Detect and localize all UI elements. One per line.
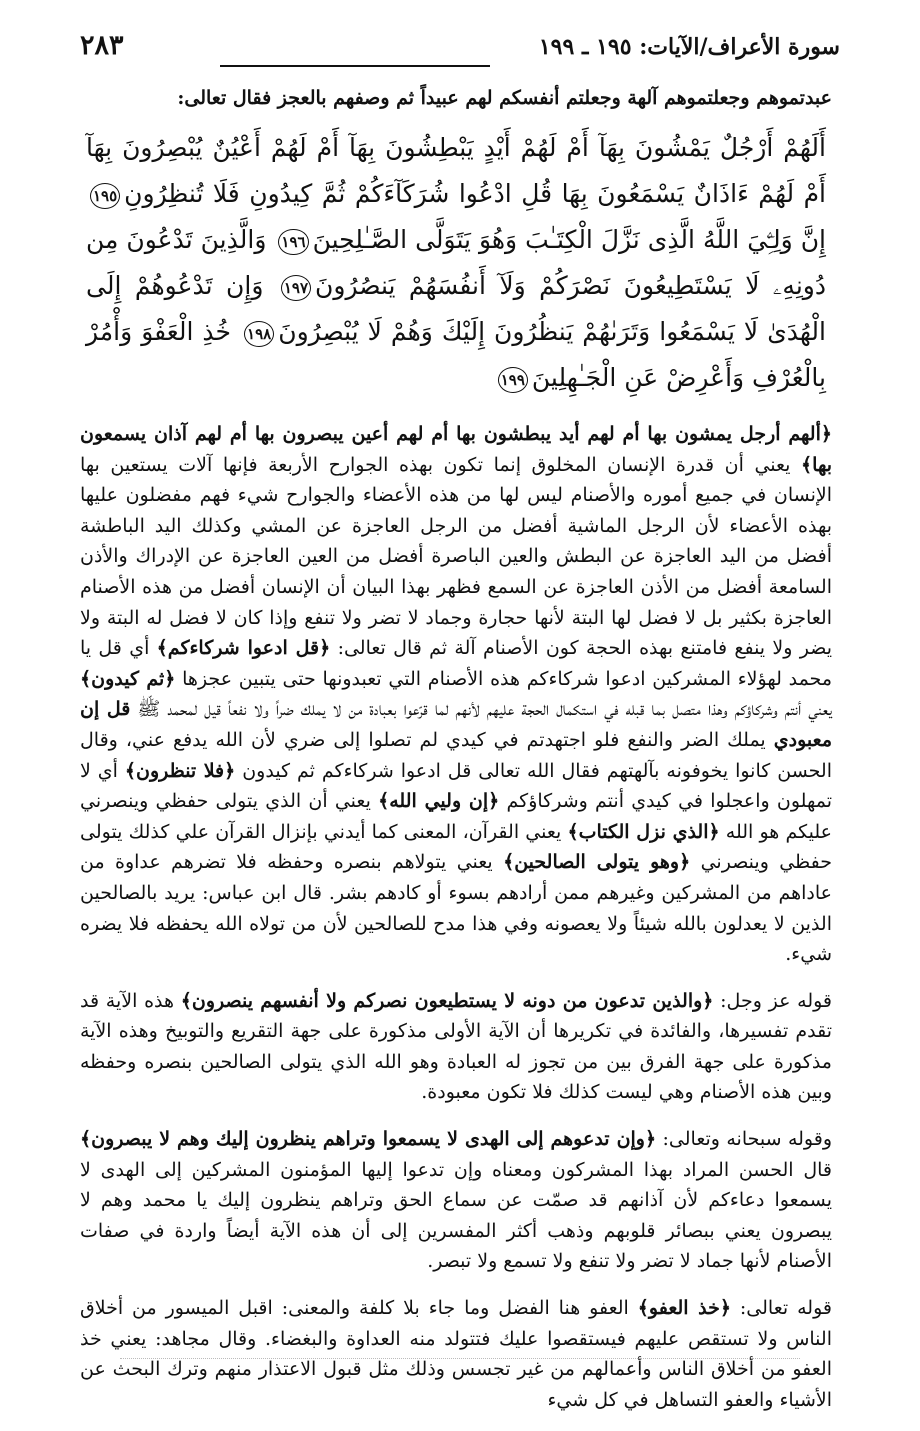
quoted-verse: ﴿وإن تدعوهم إلى الهدى لا يسمعوا وتراهم ينظرون إليك وهم لا يبصرون﴾: [80, 1128, 657, 1151]
header-rule: [220, 65, 490, 67]
commentary-text: يعني أن قدرة الإنسان المخلوق إنما تكون بهذه الجوارح الأربعة فإنها آلات يستعين بها الإنسان في جميع أموره والأصنام ليس لها من هذه الأعضاء والجوارح شيء فهم مفضلون عليها بهذه الأعضاء لأن الرجل الماشية أفضل من الرجل العاجزة عن المشي وكذلك اليد الباطشة أفضل من اليد العاجزة عن البطش والعين الباصرة أفضل من العين العاجزة عن الإدراك والأذن السامعة أفضل من الأذن العاجزة عن السمع فظهر بهذا البيان أن الإنسان أفضل من هذه الأصنام العاجزة بكثير بل لا فضل لها البتة لأنها حجارة وجماد لا تضر ولا تنفع وإذا كان لا فضل له البتة ولا يضر ولا ينفع فامتنع بهذه الحجة كون الأصنام آلة ثم قال تعالى:: [80, 453, 832, 660]
ayah-marker-195: ١٩٥: [90, 183, 120, 209]
commentary-text: يعني أنتم وشركاؤكم وهذا متصل بما قبله في استكمال الحجة عليهم لأنهم لما قرّعوا بعبادة من لا يملك ضراً ولا نفعاً قيل لمحمد ﷺ: [130, 698, 832, 721]
quoted-verse: ﴿وهو يتولى الصالحين﴾: [503, 851, 691, 874]
page-number: ٢٨٣: [80, 30, 124, 61]
quran-verses: [80, 125, 832, 401]
commentary-text: هذه الآية قد تقدم تفسيرها، والفائدة في تكريرها أن الآية الأولى مذكورة على جهة التقريع والتوبيخ وهذه الآية مذكورة على جهة الفرق بين من تجوز له العبادة وهو الله الذي يتولى الصالحين بنصره وحفظه وبين هذه الأصنام وهي ليست كذلك فلا تكون معبودة.: [80, 989, 832, 1104]
commentary-text: يعني القرآن، المعنى كما أيدني بإنزال القرآن علي كذلك يتولى حفظي وينصرني: [80, 820, 833, 874]
commentary-text: أي لا تمهلون واعجلوا في كيدي أنتم وشركاؤكم: [80, 759, 832, 813]
commentary-text: العفو هنا الفضل وما جاء بلا كلفة والمعنى: اقبل الميسور من أخلاق الناس ولا تستقص عليهم فيستقصوا عليك فتتولد منه العداوة والبغضاء. وقال مجاهد: يعني خذ العفو من أخلاق الناس وأعمالهم من غير تجسس وذلك مثل قبول الاعتذار منهم وترك البحث عن الأشياء والعفو التساهل في كل شيء: [80, 1297, 832, 1411]
ayah-marker-197: ١٩٧: [281, 275, 311, 301]
commentary-text: قال الحسن المراد بهذا المشركون ومعناه وإن تدعوا إليها المؤمنون المشركين إلى الهدى لا يسمعوا دعاءكم لأن آذانهم قد صمّت عن سماع الحق وتراهم ينظرون إليك يا محمد وهم لا يبصرون يعني ببصائر قلوبهم وذهب أكثر المفسرين إلى أن هذه الآية أيضاً واردة في صفات الأصنام لأنها جماد لا تضر ولا تنفع ولا تسمع ولا تبصر.: [80, 1158, 832, 1273]
ayah-marker-196: ١٩٦: [278, 229, 308, 255]
commentary-text: قوله عز وجل:: [713, 989, 833, 1012]
quoted-verse: ﴿فلا تنظرون﴾: [124, 759, 236, 782]
ayah-marker-199: ١٩٩: [498, 367, 528, 393]
quoted-verse: ﴿إن وليي الله﴾: [378, 790, 500, 813]
verse-196: إِنَّ وَلِـِّۧيَ اللَّهُ الَّذِى نَزَّلَ الْكِتَـٰبَ وَهُوَ يَتَوَلَّى الصَّـٰلِحِينَ: [312, 225, 827, 254]
quoted-verse: ﴿الذي نزل الكتاب﴾: [567, 820, 720, 843]
quoted-verse: ﴿ثم كيدون﴾: [80, 667, 176, 690]
verse-195: أَلَهُمْ أَرْجُلٌ يَمْشُونَ بِهَآ أَمْ لَهُمْ أَيْدٍ يَبْطِشُونَ بِهَآ أَمْ لَهُمْ أَعْيُنٌ يُبْصِرُونَ بِهَآ أَمْ لَهُمْ ءَاذَانٌ يَسْمَعُونَ بِهَا قُلِ ادْعُوا شُرَكَآءَكُمْ ثُمَّ كِيدُونِ فَلَا تُنظِرُونِ: [86, 133, 826, 208]
verse-199: خُذِ الْعَفْوَ وَأْمُرْ بِالْعُرْفِ وَأَعْرِضْ عَنِ الْجَـٰهِلِينَ: [86, 317, 826, 392]
ayah-marker-198: ١٩٨: [244, 321, 274, 347]
verse-198: وَإِن تَدْعُوهُمْ إِلَى الْهُدَىٰ لَا يَسْمَعُوا وَتَرَىٰهُمْ يَنظُرُونَ إِلَيْكَ وَهُمْ لَا يُبْصِرُونَ: [86, 271, 826, 346]
quoted-verse: ﴿ألهم أرجل يمشون بها أم لهم أيد يبطشون بها أم لهم أعين يبصرون بها أم لهم آذان يسمعون بها﴾: [80, 423, 832, 476]
commentary-text: قوله تعالى:: [730, 1297, 832, 1320]
quoted-verse: قل إن معبودي: [80, 698, 832, 751]
commentary-text: أي قل يا محمد لهؤلاء المشركين ادعوا شركاءكم هذه الأصنام التي تعبدونها حتى يتبين عجزها: [80, 637, 833, 690]
commentary-text: وقوله سبحانه وتعالى:: [656, 1128, 832, 1151]
commentary-text: يعني أن الذي يتولى حفظي وينصرني عليكم هو الله: [80, 790, 832, 843]
page-content: [80, 85, 832, 1431]
commentary-paragraph-4: [80, 1293, 832, 1415]
page-header: [80, 30, 840, 70]
footer-rule: [120, 1358, 800, 1359]
quoted-verse: ﴿خذ العفو﴾: [637, 1297, 731, 1320]
verse-197: وَالَّذِينَ تَدْعُونَ مِن دُونِهِۦ لَا يَسْتَطِيعُونَ نَصْرَكُمْ وَلَآ أَنفُسَهُمْ يَنصُرُونَ: [86, 225, 826, 300]
commentary-text: يعني يتولاهم بنصره وحفظه فلا تضرهم عداوة من عاداهم من المشركين وغيرهم ممن أرادهم بسوء أو كادهم بشر. قال ابن عباس: يريد بالصالحين الذين لا يعدلون بالله شيئاً ولا يعصونه وفي هذا مدح للصالحين لأن من تولاه الله يحفظه فلا يضره شيء.: [80, 851, 832, 966]
quoted-verse: ﴿والذين تدعون من دونه لا يستطيعون نصركم ولا أنفسهم ينصرون﴾: [180, 989, 714, 1012]
intro-line: عبدتموهم وجعلتموهم آلهة وجعلتم أنفسكم لهم عبيداً ثم وصفهم بالعجز فقال تعالى:: [177, 87, 832, 109]
commentary-paragraph-3: [80, 1124, 832, 1277]
commentary-text: يملك الضر والنفع فلو اجتهدتم في كيدي لم تصلوا إلى ضري لأن الله يدفع عني، وقال الحسن كانوا يخوفونه بآلهتهم فقال الله تعالى قل ادعوا شركاءكم ثم كيدون: [80, 728, 832, 782]
commentary-paragraph-1: [80, 419, 832, 970]
quoted-verse: ﴿قل ادعوا شركاءكم﴾: [156, 637, 331, 660]
commentary-paragraph-2: [80, 986, 832, 1108]
surah-title: سورة الأعراف/الآيات: ١٩٥ ـ ١٩٩: [538, 34, 840, 60]
